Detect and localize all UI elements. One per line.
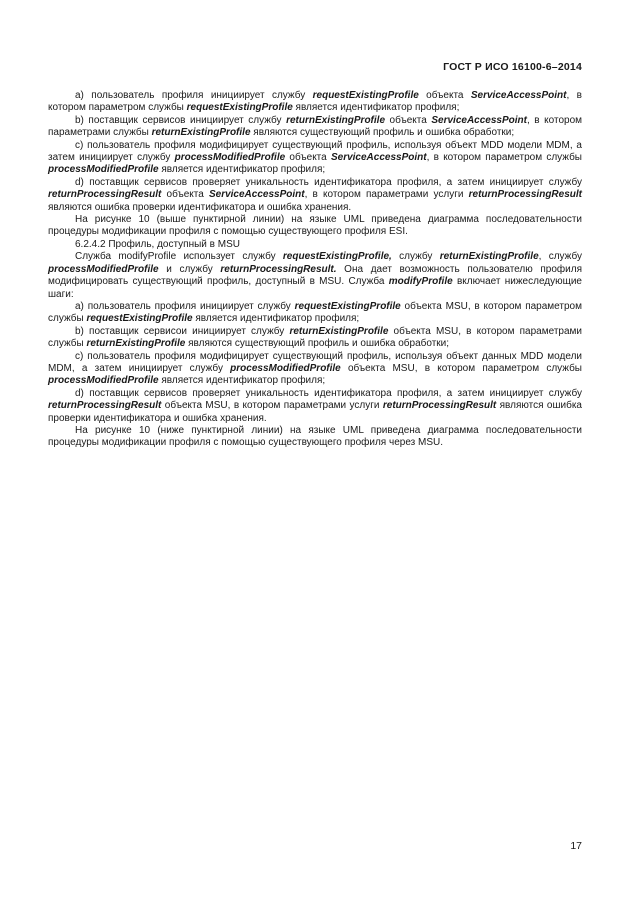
service-name: returnProcessingResult. — [220, 263, 337, 275]
text-run: На рисунке 10 (ниже пунктирной линии) на языке UML приведена диаграмма последовательности процедуры модификации профиля с помощью существующего профиля через MSU. — [48, 424, 582, 449]
service-name: returnExistingProfile — [286, 114, 385, 126]
service-name: processModifiedProfile — [48, 375, 159, 387]
service-name: requestExistingProfile — [312, 90, 419, 101]
text-run: , в котором параметрами услуги — [304, 189, 469, 201]
text-run: объекта — [418, 90, 471, 101]
text-run: d) поставщик сервисов проверяет уникальность идентификатора профиля, а затем инициирует службу — [75, 176, 582, 188]
text-run: объекта — [161, 189, 209, 201]
paragraph-3 — [48, 140, 582, 177]
text-run: b) поставщик сервисов инициирует службу — [75, 114, 287, 126]
service-name: ServiceAccessPoint — [330, 152, 427, 164]
text-run: службу — [391, 251, 440, 263]
paragraph-10 — [48, 351, 582, 388]
text-run: a) пользователь профиля инициирует службу — [75, 90, 313, 101]
paragraph-4 — [48, 177, 582, 214]
text-run: включает нижеследующие шаги: — [48, 276, 582, 300]
text-run: 6.2.4.2 Профиль, доступный в MSU — [75, 238, 240, 250]
text-run: объекта MSU, в котором параметрами службы — [48, 325, 582, 350]
service-name: ServiceAccessPoint — [431, 114, 527, 126]
service-name: returnExistingProfile — [289, 325, 389, 337]
text-run: , службу — [538, 251, 582, 263]
service-name: requestExistingProfile — [294, 300, 401, 312]
text-run: объекта MSU, в котором параметром службы — [340, 362, 582, 374]
text-run: и службу — [158, 263, 221, 275]
text-run: , в котором параметрами службы — [48, 114, 583, 139]
paragraph-9 — [48, 326, 582, 351]
text-run: является идентификатор профиля; — [158, 375, 326, 387]
text-run: c) пользователь профиля модифицирует существующий профиль, используя объект MDD модели MDM, а затем инициирует службу — [48, 139, 582, 164]
service-name: returnProcessingResult — [48, 189, 162, 201]
service-name: ServiceAccessPoint — [208, 189, 305, 201]
service-name: processModifiedProfile — [48, 263, 159, 275]
text-run: объекта MSU, в котором параметром службы — [48, 300, 582, 325]
text-run: , в котором параметром службы — [426, 152, 582, 164]
service-name: requestExistingProfile — [186, 102, 293, 114]
text-run: является идентификатор профиля; — [158, 164, 326, 176]
text-run: объекта — [385, 114, 432, 126]
text-run: , в котором параметром службы — [48, 90, 582, 114]
service-name: processModifiedProfile — [48, 164, 159, 176]
service-name: processModifiedProfile — [230, 362, 341, 374]
service-name: returnExistingProfile — [86, 338, 186, 350]
paragraph-8 — [48, 301, 582, 326]
page-number: 17 — [570, 840, 582, 852]
service-name: returnExistingProfile — [439, 251, 539, 263]
text-run: На рисунке 10 (выше пунктирной линии) на языке UML приведена диаграмма последовательности процедуры модификации профиля с помощью существующего профиля ESI. — [48, 214, 582, 238]
paragraph-7 — [48, 251, 582, 301]
text-run: объекта — [285, 152, 331, 164]
service-name: modifyProfile — [388, 276, 453, 288]
section-heading-6-2-4-2 — [48, 239, 582, 251]
text-run: являются существующий профиль и ошибка обработки; — [185, 338, 450, 350]
paragraph-5 — [48, 214, 582, 239]
paragraph-11 — [48, 388, 582, 425]
body-text — [48, 90, 582, 450]
text-run: a) пользователь профиля инициирует службу — [75, 300, 295, 312]
service-name: returnProcessingResult — [382, 400, 497, 412]
text-run: является идентификатор профиля; — [192, 313, 360, 325]
text-run: Служба modifyProfile использует службу — [75, 251, 283, 263]
service-name: requestExistingProfile, — [282, 251, 392, 263]
paragraph-12 — [48, 425, 582, 450]
text-run: Она дает возможность пользователю профиля модифицировать существующий профиль, доступный в MSU. Служба — [48, 263, 582, 288]
service-name: returnExistingProfile — [151, 127, 251, 139]
text-run: являются ошибка проверки идентификатора и ошибка хранения. — [48, 201, 352, 213]
paragraph-2 — [48, 115, 582, 140]
service-name: ServiceAccessPoint — [470, 90, 567, 101]
service-name: returnProcessingResult — [468, 189, 582, 201]
paragraph-1 — [48, 90, 582, 115]
text-run: являются ошибка проверки идентификатора и ошибка хранения. — [48, 400, 582, 424]
text-run: являются существующий профиль и ошибка обработки; — [250, 127, 515, 139]
service-name: returnProcessingResult — [48, 400, 162, 412]
text-run: d) поставщик сервисов проверяет уникальность идентификатора профиля, а затем инициирует службу — [75, 387, 582, 399]
text-run: c) пользователь профиля модифицирует существующий профиль, используя объект данных MDD модели MDM, а затем инициирует службу — [48, 350, 582, 374]
service-name: processModifiedProfile — [174, 152, 286, 164]
service-name: requestExistingProfile — [86, 313, 193, 325]
text-run: b) поставщик сервисои инициирует службу — [75, 325, 290, 337]
standard-code-header: ГОСТ Р ИСО 16100-6–2014 — [443, 61, 582, 73]
text-run: объекта MSU, в котором параметрами услуги — [161, 400, 383, 412]
text-run: является идентификатор профиля; — [292, 102, 460, 114]
